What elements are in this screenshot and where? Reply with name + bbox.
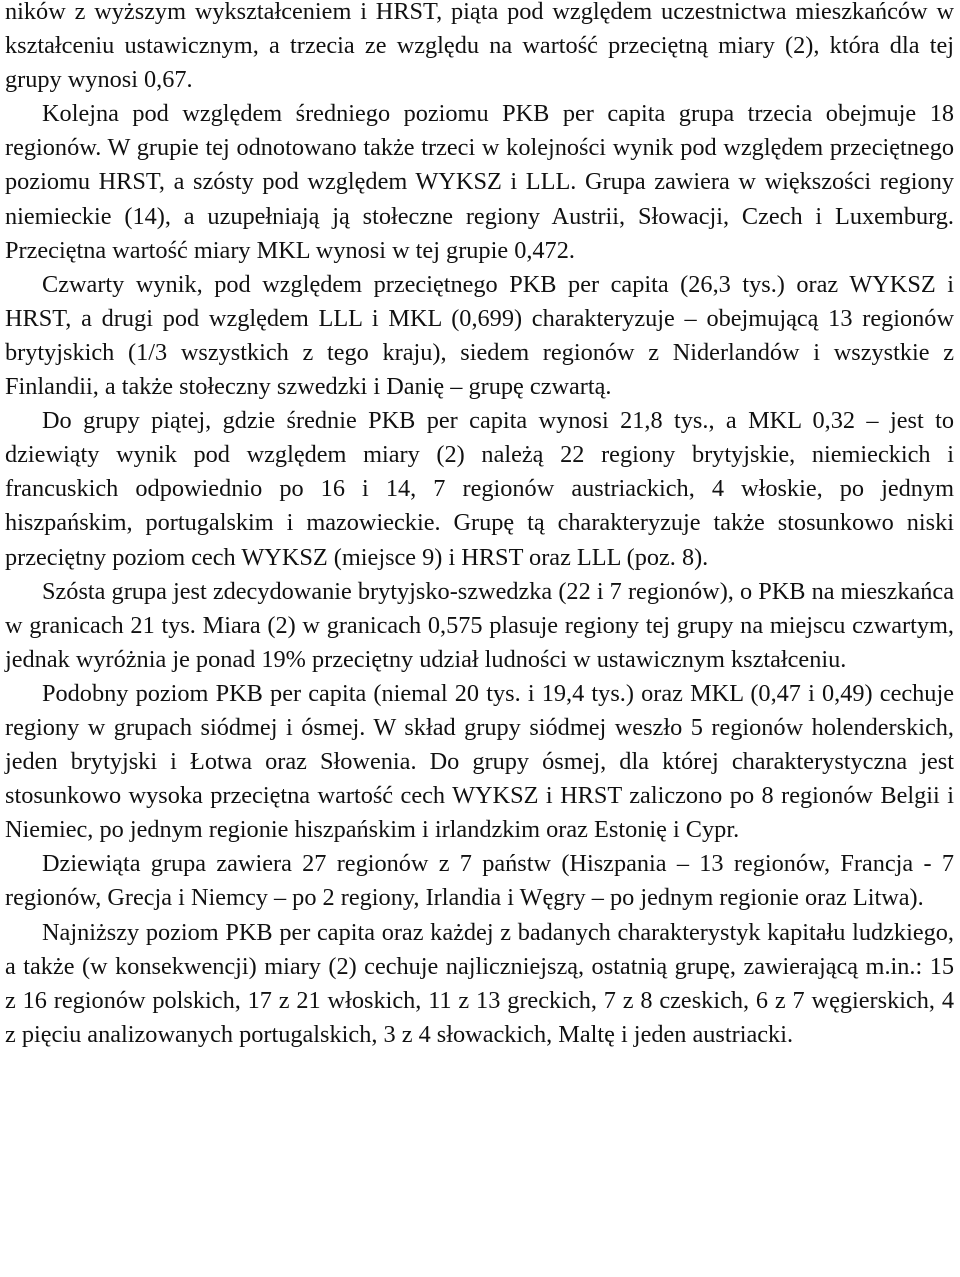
paragraph-group-two-continuation: ników z wyższym wykształceniem i HRST, piąta pod względem uczestnictwa mieszkańców w kształceniu ustawicznym, a trzecia ze względu na wartość przeciętną miary (2), która dla tej grupy wynosi 0,67. (5, 0, 954, 94)
paragraph-group-nine: Dziewiąta grupa zawiera 27 regionów z 7 państw (Hiszpania – 13 regionów, Francja - 7 regionów, Grecja i Niemcy – po 2 regiony, Irlandia i Węgry – po jednym regionie oraz Litwa). (5, 850, 954, 912)
paragraph-group-three: Kolejna pod względem średniego poziomu PKB per capita grupa trzecia obejmuje 18 regionów. W grupie tej odnotowano także trzeci w kolejności wynik pod względem przeciętnego poziomu HRST, a szósty pod względem WYKSZ i LLL. Grupa zawiera w większości regiony niemieckie (14), a uzupełniają ją stołeczne regiony Austrii, Słowacji, Czech i Luxemburg. Przeciętna wartość miary MKL wynosi w tej grupie 0,472. (5, 100, 954, 264)
paragraph-group-four: Czwarty wynik, pod względem przeciętnego PKB per capita (26,3 tys.) oraz WYKSZ i HRST, a drugi pod względem LLL i MKL (0,699) charakteryzuje – obejmującą 13 regionów brytyjskich (1/3 wszystkich z tego kraju), siedem regionów z Niderlandów i wszystkie z Finlandii, a także stołeczny szwedzki i Danię – grupę czwartą. (5, 270, 954, 401)
paragraph-last-group: Najniższy poziom PKB per capita oraz każdej z badanych charakterystyk kapitału ludzkiego, a także (w konsekwencji) miary (2) cechuje najliczniejszą, ostatnią grupę, zawierającą m.in.: 15 z 16 regionów polskich, 17 z 21 włoskich, 11 z 13 greckich, 7 z 8 czeskich, 6 z 7 węgierskich, 4 z pięciu analizowanych portugalskich, 3 z 4 słowackich, Maltę i jeden austriacki. (5, 918, 954, 1048)
paragraph-group-six: Szósta grupa jest zdecydowanie brytyjsko-szwedzka (22 i 7 regionów), o PKB na mieszkańca w granicach 21 tys. Miara (2) w granicach 0,575 plasuje regiony tej grupy na miejscu czwartym, jednak wyróżnia je ponad 19% przeciętny udział ludności w ustawicznym kształceniu. (5, 577, 954, 673)
paragraph-group-five: Do grupy piątej, gdzie średnie PKB per capita wynosi 21,8 tys., a MKL 0,32 – jest to dziewiąty wynik pod względem miary (2) należą 22 regiony brytyjskie, niemieckich i francuskich odpowiednio po 16 i 14, 7 regionów austriackich, 4 włoskie, po jednym hiszpańskim, portugalskim i mazowieckie. Grupę tą charakteryzuje także stosunkowo niski przeciętny poziom cech WYKSZ (miejsce 9) i HRST oraz LLL (poz. 8). (5, 407, 954, 571)
paragraph-groups-seven-eight: Podobny poziom PKB per capita (niemal 20 tys. i 19,4 tys.) oraz MKL (0,47 i 0,49) cechuje regiony w grupach siódmej i ósmej. W skład grupy siódmej weszło 5 regionów holenderskich, jeden brytyjski i Łotwa oraz Słowenia. Do grupy ósmej, dla której charakterystyczna jest stosunkowo wysoka przeciętna wartość cech WYKSZ i HRST zaliczono po 8 regionów Belgii i Niemiec, po jednym regionie hiszpańskim i irlandzkim oraz Estonię i Cypr. (5, 679, 954, 844)
